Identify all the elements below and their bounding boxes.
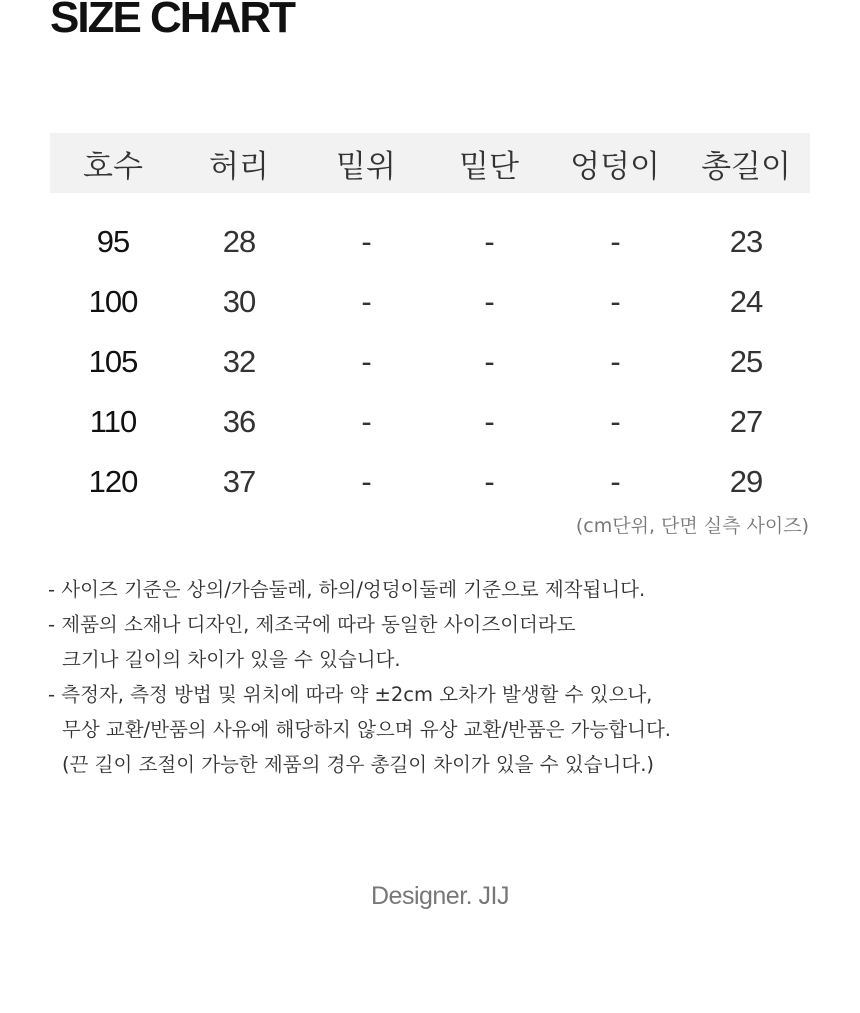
cell-total-length: 29 xyxy=(729,464,763,499)
header-hem: 밑단 xyxy=(459,148,519,185)
size-notes xyxy=(48,572,828,782)
cell-hip: - xyxy=(610,404,620,439)
cell-hip: - xyxy=(610,464,620,499)
table-row xyxy=(50,272,810,332)
note-line: - 측정자, 측정 방법 및 위치에 따라 약 ±2cm 오차가 발생할 수 있으나, xyxy=(48,683,653,706)
cell-waist: 28 xyxy=(222,224,256,259)
header-size: 호수 xyxy=(83,148,143,185)
table-row xyxy=(50,212,810,272)
cell-hem: - xyxy=(484,344,494,379)
cell-size: 120 xyxy=(88,464,138,499)
cell-waist: 37 xyxy=(222,464,256,499)
cell-hem: - xyxy=(484,404,494,439)
note-line: 크기나 길이의 차이가 있을 수 있습니다. xyxy=(62,648,401,671)
unit-note: (cm단위, 단면 실측 사이즈) xyxy=(575,515,809,537)
cell-size: 95 xyxy=(96,224,130,259)
cell-total-length: 24 xyxy=(729,284,763,319)
cell-waist: 36 xyxy=(222,404,256,439)
cell-rise: - xyxy=(361,404,371,439)
cell-total-length: 27 xyxy=(729,404,763,439)
note-item xyxy=(48,677,828,782)
header-rise: 밑위 xyxy=(336,148,396,185)
table-row xyxy=(50,452,810,512)
note-line: (끈 길이 조절이 가능한 제품의 경우 총길이 차이가 있을 수 있습니다.) xyxy=(62,753,654,776)
cell-waist: 32 xyxy=(222,344,256,379)
note-line: - 사이즈 기준은 상의/가슴둘레, 하의/엉덩이둘레 기준으로 제작됩니다. xyxy=(48,578,646,601)
header-waist: 허리 xyxy=(209,148,269,185)
cell-size: 100 xyxy=(88,284,138,319)
note-item xyxy=(48,607,828,677)
note-line: - 제품의 소재나 디자인, 제조국에 따라 동일한 사이즈이더라도 xyxy=(48,613,576,636)
cell-size: 110 xyxy=(89,404,137,439)
page-title: SIZE CHART xyxy=(50,0,294,42)
header-hip: 엉덩이 xyxy=(570,148,660,185)
cell-hip: - xyxy=(610,224,620,259)
cell-size: 105 xyxy=(88,344,138,379)
cell-rise: - xyxy=(361,344,371,379)
note-line: 무상 교환/반품의 사유에 해당하지 않으며 유상 교환/반품은 가능합니다. xyxy=(62,718,672,741)
cell-rise: - xyxy=(361,464,371,499)
table-header xyxy=(50,133,810,193)
table-body xyxy=(50,212,810,512)
cell-rise: - xyxy=(361,224,371,259)
cell-hem: - xyxy=(484,284,494,319)
cell-hem: - xyxy=(484,224,494,259)
cell-hip: - xyxy=(610,284,620,319)
cell-waist: 30 xyxy=(222,284,256,319)
designer-credit: Designer. JIJ xyxy=(370,882,509,910)
cell-total-length: 25 xyxy=(729,344,763,379)
cell-hip: - xyxy=(610,344,620,379)
note-item xyxy=(48,572,828,607)
cell-total-length: 23 xyxy=(729,224,763,259)
table-row xyxy=(50,392,810,452)
table-row xyxy=(50,332,810,392)
header-total-length: 총길이 xyxy=(701,148,791,185)
cell-rise: - xyxy=(361,284,371,319)
cell-hem: - xyxy=(484,464,494,499)
